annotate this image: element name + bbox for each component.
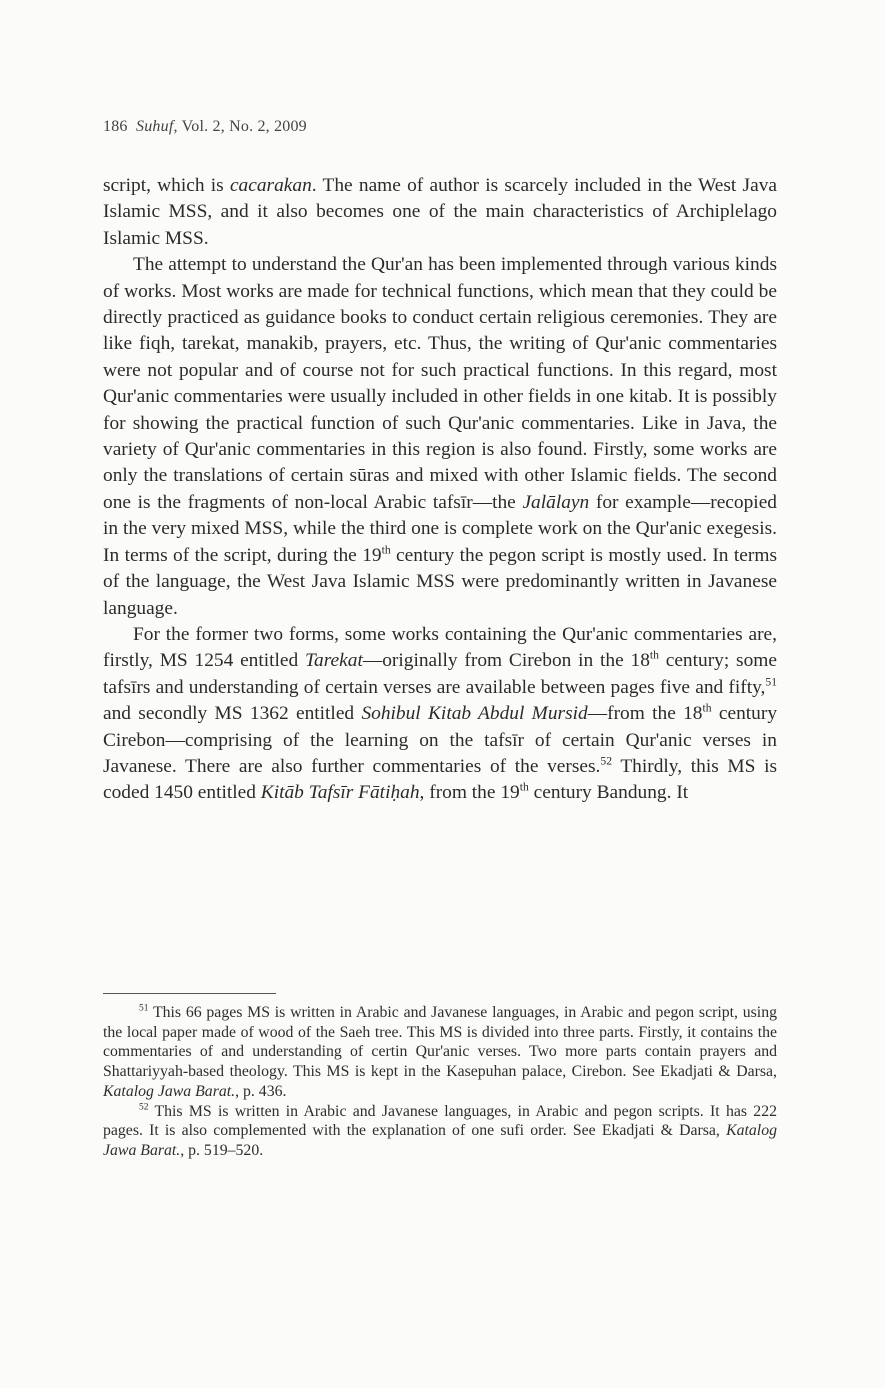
text-run: for example—recopied in the very mixed MSS, while the third one is complete work on the Qur'anic exegesis. In terms of the script, during the 19 [103, 491, 777, 566]
text-run: For the former two forms, some works containing the Qur'anic commentaries are, firstly, MS 1254 entitled [103, 623, 777, 672]
paragraph-2 [103, 252, 777, 622]
footnote-text: This MS is written in Arabic and Javanese languages, in Arabic and pegon scripts. It has 222 pages. It is also complemented with the explanation of one sufi order. See Ekadjati & Darsa, [103, 1102, 777, 1140]
text-run: —from the 18 [587, 703, 703, 725]
text-run: . The name of author is scarcely included in the West Java Islamic MSS, and it also becomes one of the main characteristics of Archiplelago Islamic MSS. [103, 175, 777, 249]
italic-title: Sohibul Kitab Abdul Mursid [361, 703, 588, 725]
ordinal-suffix: th [702, 701, 712, 715]
italic-title: Katalog Jawa Barat. [103, 1122, 777, 1159]
footnote-ref[interactable]: 51 [765, 675, 777, 689]
footnote-number: 51 [139, 1003, 149, 1014]
body-text [103, 173, 777, 807]
ordinal-suffix: th [519, 780, 529, 794]
text-run: , from the 19 [419, 782, 520, 804]
text-run: script, which is [103, 175, 230, 196]
italic-title: Tarekat [305, 650, 363, 672]
footnotes [103, 1003, 777, 1161]
text-run: and secondly MS 1362 entitled [103, 703, 362, 725]
paragraph-1 [103, 173, 777, 252]
page-number: 186 [103, 118, 128, 135]
text-run: Thirdly, this MS is coded 1450 entitled [103, 755, 778, 804]
text-run: —originally from Cirebon in the 18 [362, 650, 650, 672]
italic-title: Kitāb Tafsīr Fātiḥah [260, 782, 420, 804]
running-head [103, 118, 307, 136]
footnote-ref[interactable]: 52 [600, 754, 613, 768]
footnote-divider [103, 993, 276, 994]
journal-title: Suhuf [136, 118, 174, 135]
footnote-52 [103, 1102, 777, 1161]
ordinal-suffix: th [649, 648, 659, 662]
text-run: The attempt to understand the Qur'an has been implemented through various kinds of works. Most works are made for technical functions, which mean that they could be directly practiced as guidance books to conduct certain religious ceremonies. They are like fiqh, tarekat, manakib, prayers, etc. Thus, the writing of Qur'anic commentaries were not popular and of course not for such practical functions. In this regard, most Qur'anic commentaries were usually included in other fields in one kitab. It is possibly for showing the practical function of such Qur'anic commentaries. Like in Java, the variety of Qur'anic commentaries in this region is also found. Firstly, some works are only the translations of certain sūras and mixed with other Islamic fields. The second one is the fragments of non-local Arabic tafsīr—the [103, 254, 777, 513]
italic-title: Katalog Jawa Barat. [103, 1082, 236, 1100]
text-run: century Bandung. It [528, 782, 689, 804]
volume-info: , Vol. 2, No. 2, 2009 [173, 118, 307, 135]
footnote-51 [103, 1003, 777, 1102]
text-run: century; some tafsīrs and understanding of certain verses are available between pages five and fifty, [103, 650, 777, 698]
italic-term: cacarakan [229, 175, 312, 196]
text-run: century the pegon script is mostly used. In terms of the language, the West Java Islamic MSS were predominantly written in Javanese language. [103, 544, 777, 619]
footnote-text: This 66 pages MS is written in Arabic and Javanese languages, in Arabic and pegon script, using the local paper made of wood of the Saeh tree. This MS is divided into three parts. Firstly, it contains the commentaries of and understanding of certin Qur'anic verses. Two more parts contain prayers and Shattariyyah-based theology. This MS is kept in the Kasepuhan palace, Cirebon. See Ekadjati & Darsa, [103, 1004, 777, 1081]
footnote-text: , p. 519–520. [180, 1141, 264, 1159]
ordinal-suffix: th [381, 543, 391, 557]
paragraph-3 [103, 622, 777, 807]
italic-term: Jalālayn [522, 491, 590, 513]
footnote-text: , p. 436. [235, 1082, 287, 1100]
text-run: century Cirebon—comprising of the learning on the tafsīr of certain Qur'anic verses in Javanese. There are also further commentaries of the verses. [103, 703, 778, 777]
footnote-number: 52 [139, 1102, 149, 1113]
